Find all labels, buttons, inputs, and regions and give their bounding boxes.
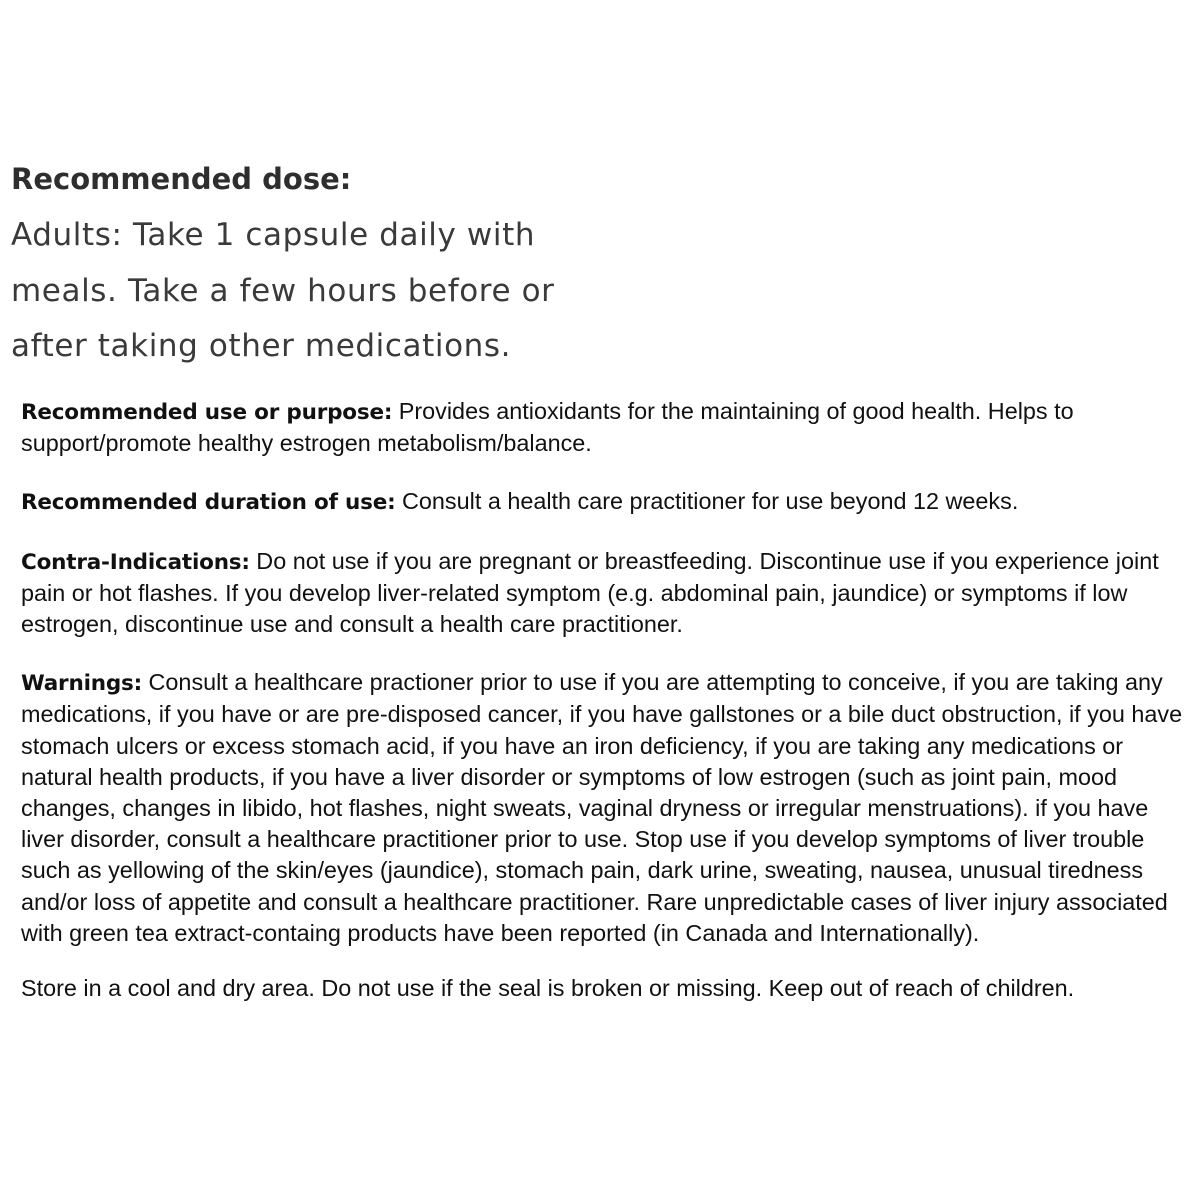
use-purpose-text: Provides antioxidants for the maintaining of good health. Helps to support/promote healthy estrogen metabolism/balance. [21,398,1074,457]
duration-paragraph [21,486,1193,518]
dose-line: Adults: Take 1 capsule daily with [11,217,536,253]
warnings-label: Warnings: [21,671,143,697]
use-purpose-label: Recommended use or purpose: [21,400,393,425]
use-purpose-paragraph [21,396,1193,459]
dose-instructions [11,208,611,375]
product-information [21,396,1193,1031]
dose-section [11,158,611,375]
contra-indications-text: Do not use if you are pregnant or breastfeeding. Discontinue use if you experience joint pain or hot flashes. If you develop liver-related symptom (e.g. abdominal pain, jaundice) or symptoms if low estrogen, discontinue use and consult a health care practitioner. [21,547,1159,638]
dose-line: meals. Take a few hours before or [11,272,555,309]
duration-label: Recommended duration of use: [21,490,396,516]
storage-paragraph: Store in a cool and dry area. Do not use if the seal is broken or missing. Keep out of reach of children. [21,975,1075,1002]
dose-heading: Recommended dose: [11,162,352,196]
dose-line: after taking other medications. [11,328,512,364]
warnings-text: Consult a healthcare practioner prior to use if you are attempting to conceive, if you are taking any medications, if you have or are pre-disposed cancer, if you have gallstones or a bile duct obstruction, if you have stomach ulcers or excess stomach acid, if you have an iron deficiency, if you are taking any medications or natural health products, if you have a liver disorder or symptoms of low estrogen (such as joint pain, mood changes, changes in libido, hot flashes, night sweats, vaginal dryness or irregular menstruations). if you have liver disorder, consult a healthcare practitioner prior to use. Stop use if you develop symptoms of liver trouble such as yellowing of the skin/eyes (jaundice), stomach pain, dark urine, sweating, nausea, unusual tiredness and/or loss of appetite and consult a healthcare practitioner. Rare unpredictable cases of liver injury associated with green tea extract-containg products have been reported (in Canada and Internationally). [21,669,1183,946]
warnings-paragraph [21,667,1193,949]
contra-indications-label: Contra-Indications: [21,549,250,575]
duration-text: Consult a health care practitioner for use beyond 12 weeks. [395,488,1019,515]
contra-indications-paragraph [21,546,1193,641]
